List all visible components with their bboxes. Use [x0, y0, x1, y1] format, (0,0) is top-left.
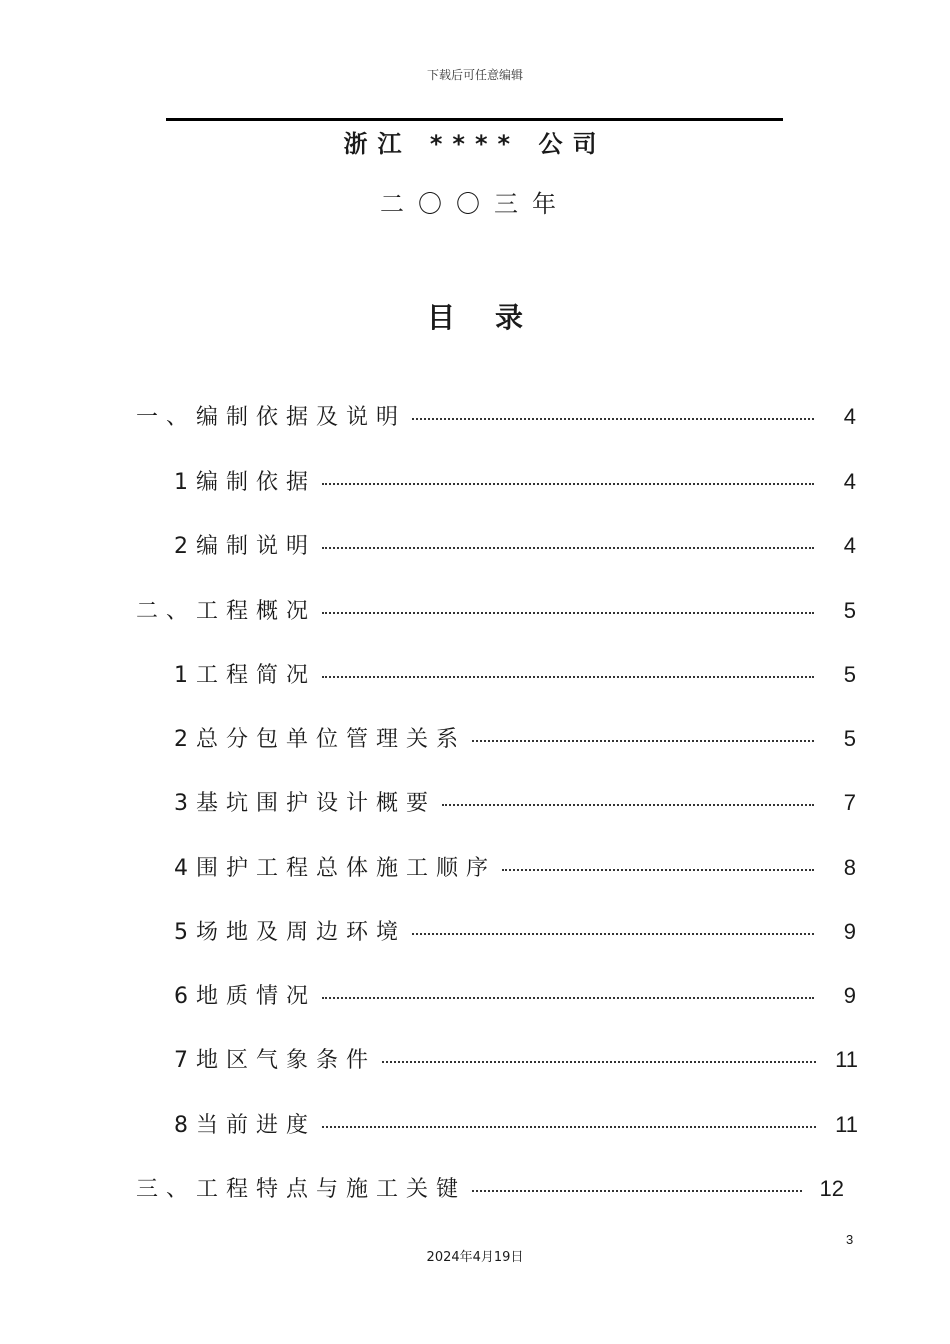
toc-entry-label: 4围护工程总体施工顺序 — [174, 856, 496, 881]
toc-entry-label: 3基坑围护设计概要 — [174, 791, 436, 816]
toc-entry-page: 12 — [819, 1176, 844, 1201]
toc-entry-label: 7地区气象条件 — [174, 1048, 376, 1073]
toc-leader-dots — [322, 483, 814, 485]
toc-entry-label: 一、编制依据及说明 — [136, 405, 407, 430]
footer-date: 2024年4月19日 — [426, 1250, 524, 1265]
company-name: 浙江 **** 公司 — [343, 130, 607, 158]
toc-entry-label: 5场地及周边环境 — [174, 920, 406, 945]
toc-entry-2-4[interactable] — [174, 851, 856, 883]
toc-entry-page: 5 — [843, 598, 856, 623]
toc-entry-2-6[interactable] — [174, 979, 856, 1011]
toc-entry-page: 4 — [843, 404, 856, 429]
toc-leader-dots — [472, 740, 814, 742]
toc-entry-page: 11 — [835, 1112, 858, 1137]
toc-entry-page: 9 — [843, 919, 856, 944]
toc-entry-page: 5 — [843, 726, 856, 751]
toc-entry-label: 1编制依据 — [174, 470, 316, 495]
toc-leader-dots — [442, 804, 814, 806]
toc-leader-dots — [472, 1190, 802, 1192]
toc-entry-1-1[interactable] — [174, 465, 856, 497]
toc-leader-dots — [412, 933, 814, 935]
toc-entry-label: 2编制说明 — [174, 534, 316, 559]
toc-entry-page: 4 — [843, 533, 856, 558]
toc-entry-page: 9 — [843, 983, 856, 1008]
page-number: 3 — [846, 1232, 854, 1247]
toc-entry-page: 8 — [843, 855, 856, 880]
toc-leader-dots — [502, 869, 814, 871]
document-year: 二〇〇三年 — [380, 190, 570, 218]
toc-entry-2[interactable] — [136, 594, 856, 626]
toc-entry-1-2[interactable] — [174, 529, 856, 561]
toc-entry-page: 11 — [835, 1047, 858, 1072]
toc-entry-2-1[interactable] — [174, 658, 856, 690]
toc-leader-dots — [382, 1061, 816, 1063]
toc-entry-3[interactable] — [136, 1172, 844, 1204]
toc-title: 目录 — [426, 301, 563, 334]
toc-entry-label: 1工程简况 — [174, 663, 316, 688]
toc-entry-label: 8当前进度 — [174, 1113, 316, 1138]
toc-entry-page: 4 — [843, 469, 856, 494]
toc-leader-dots — [322, 547, 814, 549]
toc-entry-2-3[interactable] — [174, 786, 856, 818]
toc-leader-dots — [322, 676, 814, 678]
toc-entry-page: 5 — [843, 662, 856, 687]
toc-entry-page: 7 — [843, 790, 856, 815]
toc-entry-2-8[interactable] — [174, 1108, 858, 1140]
toc-entry-2-2[interactable] — [174, 722, 856, 754]
toc-entry-1[interactable] — [136, 400, 856, 432]
toc-leader-dots — [412, 418, 814, 420]
toc-leader-dots — [322, 612, 814, 614]
header-rule — [166, 118, 783, 121]
toc-entry-2-7[interactable] — [174, 1043, 858, 1075]
toc-entry-label: 二、工程概况 — [136, 599, 317, 624]
toc-entry-label: 6地质情况 — [174, 984, 316, 1009]
header-note: 下载后可任意编辑 — [426, 68, 523, 82]
toc-entry-2-5[interactable] — [174, 915, 856, 947]
toc-leader-dots — [322, 997, 814, 999]
toc-leader-dots — [322, 1126, 816, 1128]
toc-entry-label: 2总分包单位管理关系 — [174, 727, 466, 752]
toc-entry-label: 三、工程特点与施工关键 — [136, 1177, 467, 1202]
